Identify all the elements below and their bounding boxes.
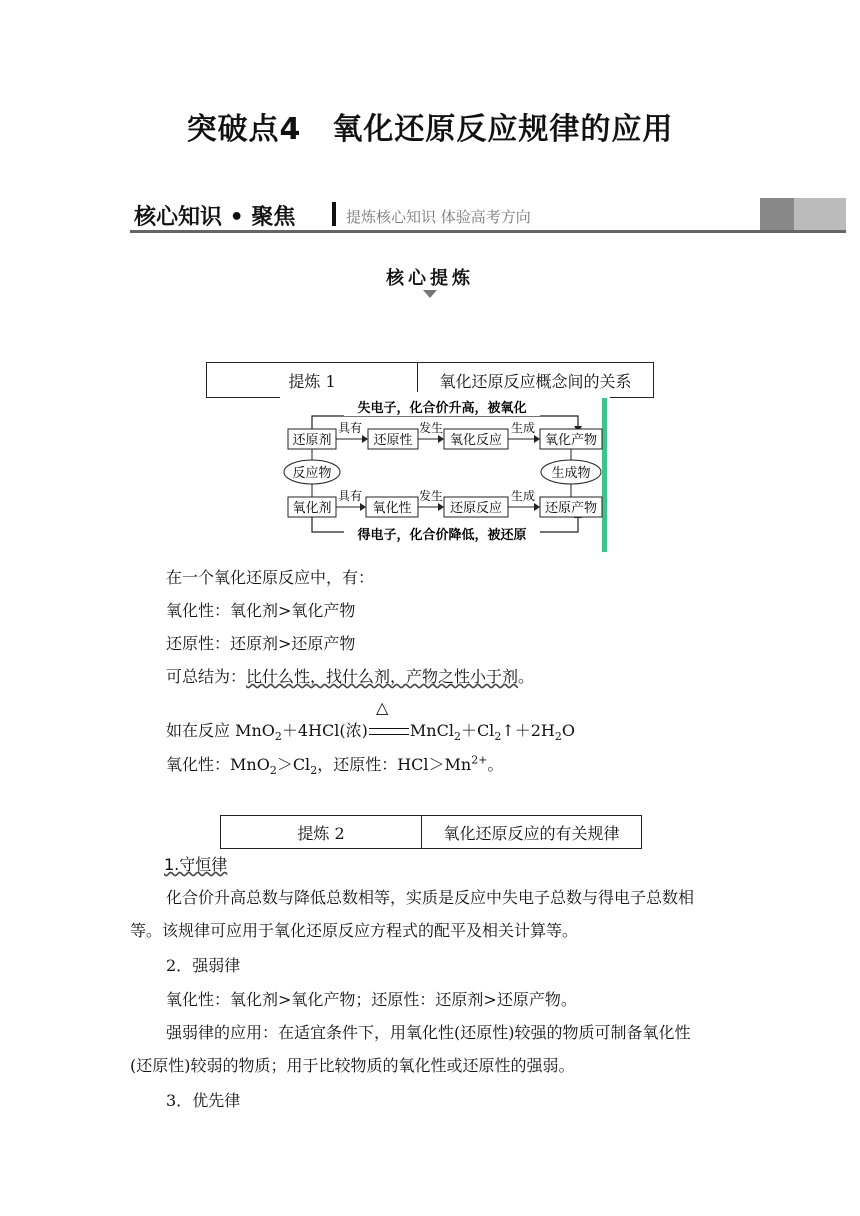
cmp-part: ＞Cl xyxy=(276,755,311,774)
arrow-label-has-1: 具有 xyxy=(337,421,363,435)
page-title: 突破点4 氧化还原反应规律的应用 xyxy=(186,112,674,147)
box-oxidant: 氧化剂 xyxy=(292,501,332,516)
text-line: 氧化性：氧化剂>氧化产物 xyxy=(166,601,356,620)
rule-title: 强弱律 xyxy=(192,956,241,975)
rule-heading-3 xyxy=(166,1088,240,1111)
eq-part: 如在反应 MnO xyxy=(166,721,275,740)
topic-label: 提炼 2 xyxy=(221,816,422,848)
box-oxidation-product: 氧化产物 xyxy=(544,433,598,448)
summary-mnemonic: 比什么性，找什么剂，产物之性小于剂 xyxy=(246,667,519,686)
oval-reactants: 反应物 xyxy=(292,466,332,481)
box-oxidizability: 氧化性 xyxy=(372,501,412,516)
banner-block-light xyxy=(794,198,846,230)
caret-down-icon xyxy=(423,290,437,298)
rule-heading-2 xyxy=(166,953,240,976)
cmp-part: ，还原性：HCl＞Mn xyxy=(317,755,472,774)
rule-title: 优先律 xyxy=(192,1091,241,1110)
summary-prefix: 可总结为： xyxy=(166,667,247,686)
text-line: 还原性：还原剂>还原产物 xyxy=(166,634,356,653)
banner-rule xyxy=(130,230,846,233)
text-line: 氧化性：氧化剂>氧化产物；还原性：还原剂>还原产物。 xyxy=(166,990,577,1009)
cmp-part: 。 xyxy=(487,755,504,774)
equals-sign xyxy=(369,728,409,735)
text-line: 化合价升高总数与降低总数相等，实质是反应中失电子总数与得电子总数相 xyxy=(166,888,695,907)
eq-part: MnCl xyxy=(409,721,454,740)
subscript: 2 xyxy=(310,764,318,778)
subscript: 2 xyxy=(554,730,562,744)
reaction-equation xyxy=(166,718,575,743)
box-oxidation-reaction: 氧化反应 xyxy=(449,433,503,448)
arrow-label-produce-1: 生成 xyxy=(510,421,536,435)
arrow-label-undergo-2: 发生 xyxy=(418,489,444,503)
topic-title: 氧化还原反应的有关规律 xyxy=(443,823,620,843)
eq-part: ＋4HCl(浓) xyxy=(281,721,368,740)
section-banner xyxy=(130,198,846,234)
eq-part: O xyxy=(561,721,575,740)
summary-period: 。 xyxy=(518,667,535,686)
oval-products: 生成物 xyxy=(551,466,591,481)
subscript: 2 xyxy=(453,730,461,744)
box-reduction-product: 还原产物 xyxy=(544,501,598,516)
banner-subtitle: 提炼核心知识 体验高考方向 xyxy=(346,208,531,226)
box-reductant: 还原剂 xyxy=(292,433,332,448)
box-reducibility: 还原性 xyxy=(373,433,413,448)
bottom-loop-label: 得电子，化合价降低，被还原 xyxy=(357,528,527,543)
summary-line xyxy=(166,664,534,687)
text-line: 强弱律的应用：在适宜条件下，用氧化性(还原性)较强的物质可制备氧化性 xyxy=(166,1023,691,1042)
topic-label: 提炼 1 xyxy=(207,363,418,397)
banner-divider xyxy=(332,202,336,226)
banner-title: 核心知识 • 聚焦 xyxy=(134,205,296,230)
banner-block-dark xyxy=(760,198,794,230)
rule-number: 3． xyxy=(166,1091,193,1110)
topic-table-2 xyxy=(220,815,642,849)
subscript: 2 xyxy=(494,730,502,744)
subscript: 2 xyxy=(269,764,277,778)
arrow-label-has-2: 具有 xyxy=(337,489,363,503)
subscript: 2 xyxy=(274,730,282,744)
redox-concept-diagram xyxy=(280,392,610,552)
top-loop-label: 失电子，化合价升高，被氧化 xyxy=(357,401,527,416)
superscript: 2+ xyxy=(471,753,488,767)
box-reduction-reaction: 还原反应 xyxy=(449,501,503,516)
eq-part: ↑＋2H xyxy=(501,721,555,740)
arrow-label-produce-2: 生成 xyxy=(510,489,536,503)
text-line: 等。该规律可应用于氧化还原反应方程式的配平及相关计算等。 xyxy=(130,921,579,940)
heat-symbol: △ xyxy=(376,698,389,717)
rule-number: 2． xyxy=(166,956,193,975)
topic-title: 氧化还原反应概念间的关系 xyxy=(439,371,632,391)
text-line: 在一个氧化还原反应中，有： xyxy=(166,568,375,587)
section-label: 核心提炼 xyxy=(386,268,474,289)
rule-heading-1: 1.守恒律 xyxy=(164,855,228,874)
cmp-part: 氧化性：MnO xyxy=(166,755,270,774)
text-line: (还原性)较弱的物质；用于比较物质的氧化性或还原性的强弱。 xyxy=(130,1056,575,1075)
green-margin-bar xyxy=(602,398,607,552)
arrow-label-undergo-1: 发生 xyxy=(418,421,444,435)
eq-part: ＋Cl xyxy=(460,721,495,740)
comparison-line xyxy=(166,752,503,777)
